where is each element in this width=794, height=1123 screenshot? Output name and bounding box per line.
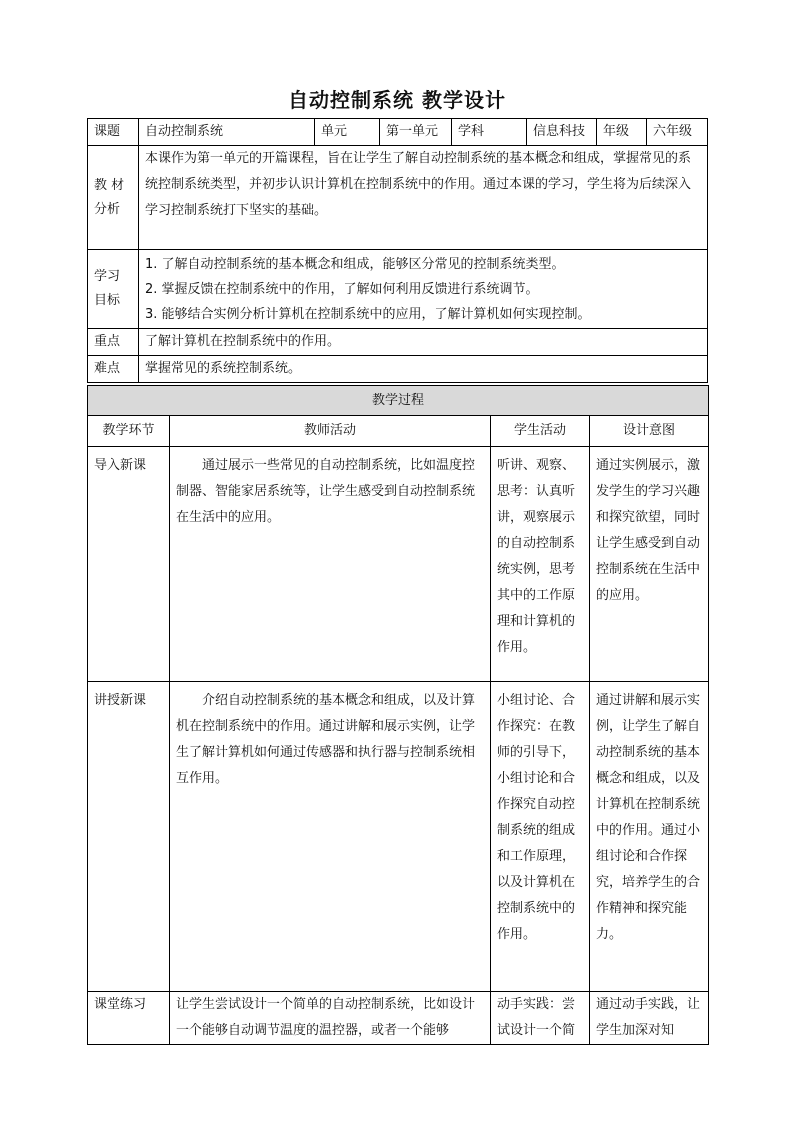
design-intent-cell: 通过实例展示，激发学生的学习兴趣和探究欲望，同时让学生感受到自动控制系统在生活中的应用。: [590, 447, 709, 682]
subject-label: 学科: [452, 119, 527, 146]
grade-label: 年级: [597, 119, 647, 146]
analysis-label-line2: 分析: [94, 201, 121, 217]
unit-value: 第一单元: [380, 119, 452, 146]
page-title: 自动控制系统 教学设计: [288, 88, 506, 112]
goals-list: [139, 250, 708, 329]
teacher-activity-cell: 通过展示一些常见的自动控制系统，比如温度控制器、智能家居系统等，让学生感受到自动控制系统在生活中的应用。: [170, 447, 491, 682]
subject-value: 信息科技: [527, 119, 597, 146]
stage-cell: 讲授新课: [88, 682, 170, 992]
goals-label-line1: 学习: [94, 269, 121, 284]
topic-value: 自动控制系统: [139, 119, 315, 146]
column-header: 设计意图: [590, 416, 709, 447]
design-intent-cell: 通过动手实践，让学生加深对知: [590, 992, 709, 1045]
difficulty-text: 掌握常见的系统控制系统。: [139, 356, 708, 383]
table-row: [88, 682, 709, 992]
goal-item: 1. 了解自动控制系统的基本概念和组成，能够区分常见的控制系统类型。: [145, 256, 565, 272]
goals-label: [88, 250, 139, 329]
analysis-label-line1: 教 材: [94, 177, 125, 193]
student-activity-cell: 动手实践：尝试设计一个简: [491, 992, 590, 1045]
key-point-text: 了解计算机在控制系统中的作用。: [139, 329, 708, 356]
goals-label-line2: 目标: [94, 293, 121, 308]
process-title: 教学过程: [88, 386, 709, 416]
topic-label: 课题: [88, 119, 139, 146]
teacher-activity-cell: 让学生尝试设计一个简单的自动控制系统，比如设计一个能够自动调节温度的温控器，或者一个能够: [170, 992, 491, 1045]
lesson-info-table: [87, 118, 708, 383]
stage-cell: 导入新课: [88, 447, 170, 682]
design-intent-cell: 通过讲解和展示实例，让学生了解自动控制系统的基本概念和组成，以及计算机在控制系统中的作用。通过小组讨论和合作探究，培养学生的合作精神和探究能力。: [590, 682, 709, 992]
stage-cell: 课堂练习: [88, 992, 170, 1045]
column-header: 教学环节: [88, 416, 170, 447]
teacher-activity-cell: 介绍自动控制系统的基本概念和组成，以及计算机在控制系统中的作用。通过讲解和展示实例，让学生了解计算机如何通过传感器和执行器与控制系统相互作用。: [170, 682, 491, 992]
table-row: [88, 992, 709, 1045]
teaching-process-table: [87, 385, 709, 1045]
table-row: [88, 447, 709, 682]
grade-value: 六年级: [647, 119, 708, 146]
difficulty-label: 难点: [88, 356, 139, 383]
goal-item: 2. 掌握反馈在控制系统中的作用，了解如何利用反馈进行系统调节。: [145, 281, 539, 297]
student-activity-cell: 听讲、观察、思考：认真听讲，观察展示的自动控制系统实例，思考其中的工作原理和计算机的作用。: [491, 447, 590, 682]
unit-label: 单元: [315, 119, 380, 146]
column-header: 学生活动: [491, 416, 590, 447]
key-point-label: 重点: [88, 329, 139, 356]
analysis-label: [88, 146, 139, 250]
student-activity-cell: 小组讨论、合作探究：在教师的引导下，小组讨论和合作探究自动控制系统的组成和工作原理，以及计算机在控制系统中的作用。: [491, 682, 590, 992]
goal-item: 3. 能够结合实例分析计算机在控制系统中的应用，了解计算机如何实现控制。: [145, 306, 591, 322]
column-header: 教师活动: [170, 416, 491, 447]
analysis-text: 本课作为第一单元的开篇课程，旨在让学生了解自动控制系统的基本概念和组成，掌握常见的系统控制系统类型，并初步认识计算机在控制系统中的作用。通过本课的学习，学生将为后续深入学习控制系统打下坚实的基础。: [139, 146, 708, 250]
